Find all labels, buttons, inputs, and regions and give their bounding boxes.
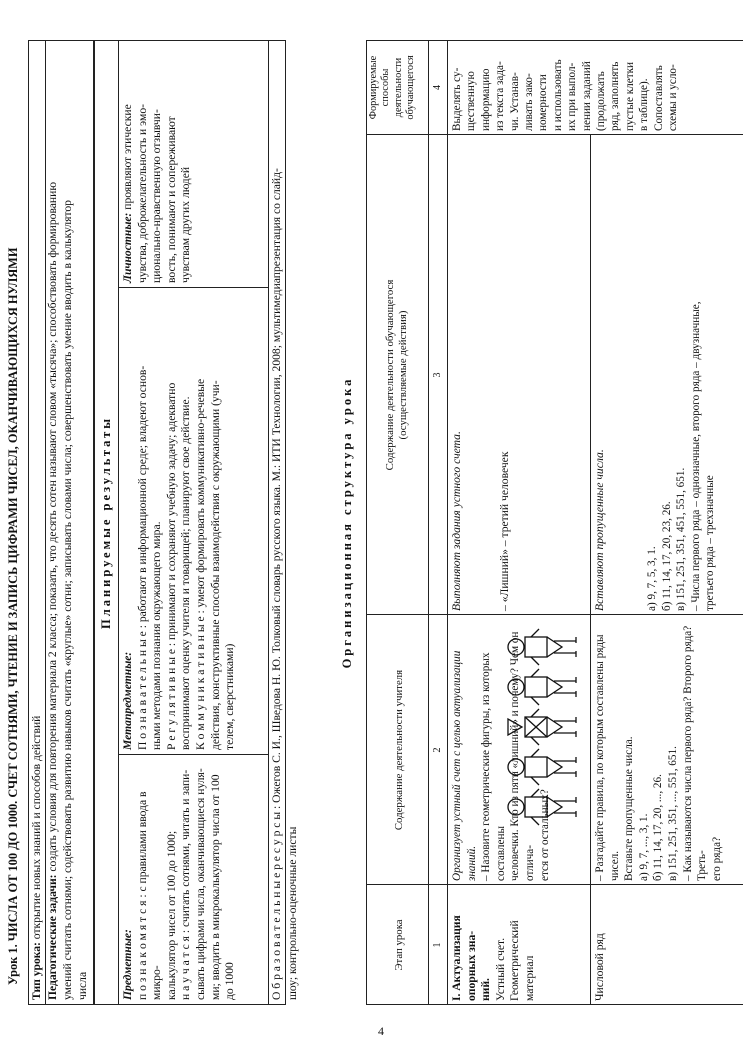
header-student-line: Содержание деятельности обучающегося: [384, 279, 396, 471]
methods-line: Сопоставлять: [652, 65, 665, 131]
subject-results: [121, 760, 238, 1000]
personal-label: Личностные:: [121, 212, 134, 283]
structure-heading: Организационная структура урока: [340, 376, 354, 669]
goals-text-1: создать условия для повторения материала 2 класса; показать, что десять сотен называют словом «тысяча»; способствовать формированию: [46, 181, 59, 875]
row2-student: [593, 139, 608, 611]
methods-line: ряд, заполнять: [609, 61, 622, 131]
meta-line: Р е г у л я т и в н ы е : принимают и сохраняют учебную задачу; адекватно: [164, 382, 178, 750]
methods-line: пустые клетки: [623, 61, 636, 131]
methods-line: чи. Устанав-: [508, 72, 521, 131]
table-col-line-3: [366, 134, 743, 135]
teacher-line: а) 9, 7, ..., 3, 1.: [637, 813, 650, 881]
goals-line-2: умений считать сотнями; содействовать развитию навыков считать «круглые» сотни; записывать словами числа; совершенствовать умение вводить в калькулятор: [61, 200, 74, 1000]
header-methods-line: способы: [380, 68, 392, 107]
student-line: Выполняют задания устного счета.: [450, 431, 463, 611]
subject-line: ми; вводить в микрокалькулятор числа от 100: [208, 774, 222, 1000]
meta-label: Метапредметные:: [121, 651, 134, 750]
methods-line: и использовать: [551, 59, 564, 131]
personal-first-line: проявляют этические: [121, 104, 134, 213]
teacher-line: в) 151, 251, 351, ..., 551, 651.: [666, 746, 679, 881]
resources-line-1: О б р а з о в а т е л ь н ы е р е с у р с ы : Ожегов С. И., Шведова Н. Ю. Толковый словарь русского языка. М.: ИТИ Технологии, 2008; мультимедиапрезентация со слайд-: [270, 168, 283, 1000]
lesson-type-text: открытие новых знаний и способов действий: [30, 715, 43, 943]
col-number: 1: [432, 942, 443, 948]
row2-stage: Числовой ряд: [593, 933, 606, 1001]
lesson-title: Урок 1. ЧИСЛА ОТ 100 ДО 1000. СЧЕТ СОТНЯМИ, ЧТЕНИЕ И ЗАПИСЬ ЦИФРАМИ ЧИСЕЛ, ОКАНЧИВАЮЩИХСЯ НУЛЯМИ: [6, 247, 20, 985]
personal-results: [121, 43, 194, 283]
methods-line: информацию: [479, 68, 492, 131]
header-methods: [368, 40, 418, 135]
page-number: 4: [378, 1024, 384, 1038]
student-line: а) 9, 7, 5, 3, 1.: [646, 546, 658, 611]
resources-divider: [268, 40, 269, 1005]
stage-line: Геометрический: [508, 920, 522, 1001]
table-header-divider: [428, 40, 429, 1005]
student-line: в) 151, 251, 351, 451, 551, 651.: [675, 467, 688, 611]
stage-line: опорных зна-: [464, 930, 478, 1001]
table-col-line-2: [366, 614, 743, 615]
teacher-line: – Назовите геометрические фигуры, из которых составлены: [480, 652, 507, 881]
methods-line: Выделять су-: [451, 67, 463, 131]
meta-line: К о м м у н и к а т и в н ы е : умеют формировать коммуникативно-речевые: [193, 378, 207, 750]
teacher-line: – Как называются числа первого ряда? Второго ряда? Треть-: [681, 625, 709, 881]
methods-line: нении заданий: [580, 61, 593, 131]
stage-line: ний.: [479, 978, 493, 1001]
subject-line: сывать цифрами числа, оканчивающиеся нуля-: [193, 768, 207, 1000]
figure-3-odd-icon: [508, 709, 576, 745]
stage-line: Устный счет.: [493, 937, 507, 1001]
results-col-line-2: [118, 287, 268, 288]
resources-line-2: шоу; контрольно-оценочные листы: [286, 826, 299, 1000]
figures-illustration: [506, 617, 586, 827]
student-line: Вставляют пропущенные числа.: [593, 449, 606, 611]
row1-student-answer: – «Лишний» – третий человечек: [498, 451, 511, 611]
methods-line: щественную: [465, 71, 478, 131]
meta-results: [121, 292, 238, 750]
subject-line: калькулятор чисел от 100 до 1000;: [164, 830, 178, 1000]
row2-teacher: [593, 617, 724, 881]
teacher-line: б) 11, 14, 17, 20, ..., 26.: [652, 774, 665, 881]
meta-line: ными методами познания окружающего мира.: [150, 521, 164, 750]
personal-line: вость, понимают и сопереживают: [164, 116, 178, 283]
teacher-line: – Разгадайте правила, по которым составлены ряды чисел.: [594, 634, 621, 881]
stage-line: I. Актуализация: [450, 915, 463, 1001]
student-line: – Числа первого ряда – однозначные, второго ряда – двузначные,: [689, 301, 702, 611]
table-col-line-1: [366, 884, 743, 885]
personal-line: чувства, доброжелательность и эмо-: [135, 104, 149, 283]
header-stage: Этап урока: [393, 919, 405, 971]
subject-line: до 1000: [223, 962, 237, 1000]
student-line: б) 11, 14, 17, 20, 23, 26.: [660, 501, 673, 611]
header-teacher: Содержание деятельности учителя: [393, 669, 405, 831]
personal-line: ционально-нравственную отзывчи-: [150, 109, 164, 283]
col-number: 3: [432, 372, 443, 378]
methods-line: (продолжать: [595, 71, 608, 131]
stage-line: материал: [522, 955, 536, 1001]
methods-line: из текста зада-: [494, 61, 507, 131]
header-methods-line: деятельности: [392, 57, 404, 118]
lesson-type: [30, 716, 45, 1000]
header-methods-line: обучающегося: [405, 55, 417, 120]
teacher-line: Вставьте пропущенные числа.: [623, 736, 636, 881]
col-number: 2: [432, 747, 443, 753]
results-heading: Планируемые результаты: [99, 416, 113, 630]
figure-2-icon: [508, 749, 576, 785]
methods-line: номерности: [537, 74, 550, 131]
header-student-line: (осуществляемые действия): [397, 310, 409, 440]
header-methods-line: Формируемые: [368, 55, 379, 120]
teacher-line: человечки. Кто из пяти «лишний» и почему? Чем он отлича-: [509, 631, 536, 881]
table-number-divider: [447, 40, 448, 1005]
methods-column: [450, 41, 681, 131]
teacher-line: Организует устный счет с целью актуализации знаний.: [451, 650, 478, 881]
row1-student: [450, 139, 465, 611]
row1-stage: [450, 887, 538, 1001]
methods-line: ливать зако-: [523, 73, 536, 131]
header-student: [384, 135, 410, 615]
figure-5-icon: [508, 629, 576, 665]
subject-label: Предметные:: [121, 929, 134, 1000]
row2-student-answers: [645, 139, 718, 611]
results-col-line-1: [118, 754, 268, 755]
methods-line: в таблице).: [638, 78, 651, 131]
goals-label: Педагогические задачи:: [46, 874, 59, 1000]
goals-line-3: числа: [76, 971, 89, 1000]
table-row-divider: [590, 135, 591, 1005]
figure-1-icon: [508, 789, 576, 825]
goals-line-1: [46, 182, 61, 1000]
lesson-type-label: Тип урока:: [30, 942, 43, 1000]
meta-line: телем, сверстниками): [223, 643, 237, 750]
subject-line: п о з н а к о м я т с я : с правилами ввода в микро-: [135, 791, 164, 1000]
subject-line: н а у ч а т с я : считать сотнями, читать и запи-: [179, 769, 193, 1000]
results-divider: [118, 40, 119, 1005]
student-line: третьего ряда – трехзначные: [704, 475, 717, 611]
personal-line: чувствам других людей: [179, 166, 193, 283]
meta-line: П о з н а в а т е л ь н ы е : работают в информационной среде; владеют основ-: [135, 365, 149, 750]
meta-line: воспринимают оценку учителя и товарищей; планируют свое действие.: [179, 396, 193, 750]
teacher-line: его ряда?: [710, 836, 723, 881]
methods-line: схемы и усло-: [667, 64, 680, 131]
methods-line: их при выпол-: [566, 62, 579, 131]
teacher-line: ется от остальных?: [538, 789, 551, 881]
col-number: 4: [432, 85, 443, 90]
figure-4-icon: [508, 669, 576, 705]
meta-line: действия, конструктивные способы взаимодействия с окружающими (учи-: [208, 380, 222, 750]
